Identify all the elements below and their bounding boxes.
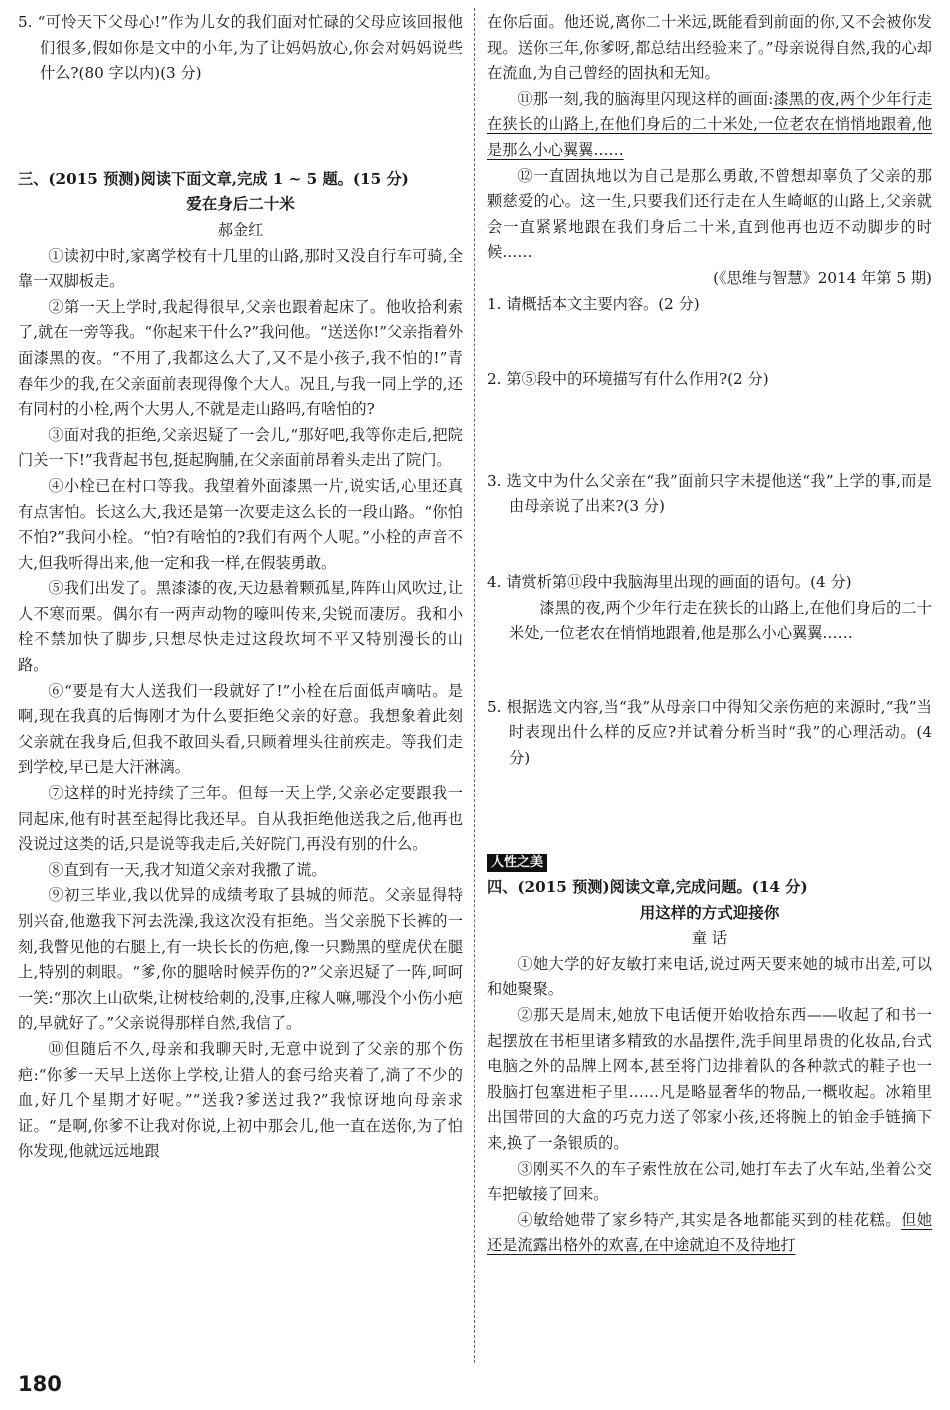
article-2-title: 用这样的方式迎接你 <box>639 903 780 922</box>
article-2-paragraph-2: ②那天是周末,她放下电话便开始收拾东西——收起了和书一起摆放在书柜里诸多精致的水晶摆件,洗手间里昂贵的化妆品,台式电脑之外的品牌上网本,甚至将门边排着队的各种款式的鞋子也一股脑打包塞进柜子里……凡是略显奢华的物品,一概收起。冰箱里出国带回的大盒的巧克力送了邻家小孩,还将腕上的铂金手链摘下来,换了一条银质的。 <box>487 1006 932 1152</box>
article-author: 郝金红 <box>217 220 264 239</box>
paragraph-1: ①读初中时,家离学校有十几里的山路,那时又没自行车可骑,全靠一双脚板走。 <box>18 246 463 291</box>
question-3: 3. 选文中为什么父亲在“我”面前只字未提他送“我”上学的事,而是由母亲说了出来?(3 分) <box>487 471 932 516</box>
paragraph-8: ⑧直到有一天,我才知道父亲对我撒了谎。 <box>48 860 327 879</box>
paragraph-6: ⑥“要是有大人送我们一段就好了!”小栓在后面低声嘀咕。是啊,现在我真的后悔刚才为什么要拒绝父亲的好意。我想象着此刻父亲就在我身后,但我不敢回头看,只顾着埋头往前疾走。等我们走到学校,早已是大汗淋漓。 <box>18 681 463 777</box>
article-2-paragraph-3: ③刚买不久的车子索性放在公司,她打车去了火车站,坐着公交车把敏接了回来。 <box>487 1159 932 1204</box>
question-4-quote: 漆黑的夜,两个少年行走在狭长的山路上,在他们身后的二十米处,一位老农在悄悄地跟着,他是那么小心翼翼…… <box>509 598 932 643</box>
paragraph-12: ⑫一直固执地以为自己是那么勇敢,不曾想却辜负了父亲的那颗慈爱的心。这一生,只要我们还行走在人生崎岖的山路上,父亲就会一直紧紧地跟在我们身后二十米,直到他再也迈不动脚步的时候…… <box>487 166 932 262</box>
paragraph-9: ⑨初三毕业,我以优异的成绩考取了县城的师范。父亲显得特别兴奋,他邀我下河去洗澡,我这次没有拒绝。当父亲脱下长裤的一刻,我瞥见他的右腿上,有一块长长的伤疤,像一只黝黑的壁虎伏在腿上,特别的刺眼。“爹,你的腿啥时候弄伤的?”父亲迟疑了一阵,呵呵一笑:“那次上山砍柴,让树枝给刺的,没事,庄稼人嘛,哪没个小伤小疤的,早就好了。”父亲说得那样自然,我信了。 <box>18 886 463 1033</box>
paragraph-11-underlined: 漆黑的夜,两个少年行走在狭长的山路上,在他们身后的二十米处,一位老农在悄悄地跟着,他是那么小心翼翼…… <box>487 89 932 159</box>
question-1: 1. 请概括本文主要内容。(2 分) <box>487 294 700 313</box>
theme-tag: 人性之美 <box>487 854 547 872</box>
right-column <box>487 10 932 1259</box>
left-column <box>18 10 463 1165</box>
paragraph-10: ⑩但随后不久,母亲和我聊天时,无意中说到了父亲的那个伤疤:“你爹一天早上送你上学校,让猎人的套弓给夹着了,淌了不少的血,好几个星期才好呢。”“送我?爹送过我?”我惊讶地向母亲求证。“是啊,你爹不让我对你说,上初中那会儿,他一直在送你,为了怕你发现,他就远远地跟 <box>18 1039 463 1161</box>
question-5-prev: 5. “可怜天下父母心!”作为儿女的我们面对忙碌的父母应该回报他们很多,假如你是文中的小年,为了让妈妈放心,你会对妈妈说些什么?(80 字以内)(3 分) <box>18 13 463 83</box>
paragraph-7: ⑦这样的时光持续了三年。但每一天上学,父亲必定要跟我一同起床,他有时甚至起得比我还早。自从我拒绝他送我之后,他再也没说过这类的话,只是说等我走后,关好院门,再没有别的什么。 <box>18 784 463 854</box>
paragraph-2: ②第一天上学时,我起得很早,父亲也跟着起床了。他收拾利索了,就在一旁等我。“你起来干什么?”我问他。“送送你!”父亲指着外面漆黑的夜。“不用了,我都这么大了,又不是小孩子,我不怕的!”青春年少的我,在父亲面前表现得像个大人。况且,与我一同上学的,还有同村的小栓,两个大男人,不就是走山路吗,有啥怕的? <box>18 297 464 419</box>
column-divider <box>474 8 475 1363</box>
paragraph-4: ④小栓已在村口等我。我望着外面漆黑一片,说实话,心里还真有点害怕。长这么大,我还是第一次要走这么长的一段山路。“你怕不怕?”我问小栓。“怕?有啥怕的?我们有两个人呢。”小栓的声音不大,但我听得出来,他一定和我一样,在假装勇敢。 <box>18 476 463 572</box>
article-2-paragraph-4-text: ④敏给她带了家乡特产,其实是各地都能买到的桂花糕。 <box>517 1210 902 1229</box>
theme-tag-row <box>487 849 932 875</box>
section-4-heading: 四、(2015 预测)阅读文章,完成问题。(14 分) <box>487 878 808 897</box>
paragraph-10-continued: 在你后面。他还说,离你二十米远,既能看到前面的你,又不会被你发现。送你三年,你爹呀,都总结出经验来了。”母亲说得自然,我的心却在流血,为自己曾经的固执和无知。 <box>487 13 932 83</box>
article-title: 爱在身后二十米 <box>186 195 295 214</box>
article-2-paragraph-4-underlined: 但她还是流露出格外的欢喜,在中途就迫不及待地打 <box>487 1210 933 1255</box>
article-source: (《思维与智慧》2014 年第 5 期) <box>713 268 932 287</box>
paragraph-11-text: ⑪那一刻,我的脑海里闪现这样的画面: <box>517 89 774 108</box>
article-2-paragraph-1: ①她大学的好友敏打来电话,说过两天要来她的城市出差,可以和她聚聚。 <box>487 954 932 999</box>
question-4: 4. 请赏析第⑪段中我脑海里出现的画面的语句。(4 分) <box>487 572 852 591</box>
page-number: 180 <box>18 1372 62 1396</box>
section-3-heading: 三、(2015 预测)阅读下面文章,完成 1 ~ 5 题。(15 分) <box>18 169 409 188</box>
paragraph-5: ⑤我们出发了。黑漆漆的夜,天边悬着颗孤星,阵阵山风吹过,让人不寒而栗。偶尔有一两声动物的嚎叫传来,尖锐而凄厉。我和小栓不禁加快了脚步,只想尽快走过这段坎坷不平又特别漫长的山路。 <box>18 579 463 675</box>
article-2-paragraph-4 <box>487 1208 932 1259</box>
paragraph-11 <box>487 87 932 164</box>
question-2: 2. 第⑤段中的环境描写有什么作用?(2 分) <box>487 370 769 389</box>
article-2-author: 童 话 <box>691 929 728 948</box>
question-5: 5. 根据选文内容,当“我”从母亲口中得知父亲伤疤的来源时,“我”当时表现出什么样的反应?并试着分析当时“我”的心理活动。(4 分) <box>487 697 932 767</box>
paragraph-3: ③面对我的拒绝,父亲迟疑了一会儿,“那好吧,我等你走后,把院门关一下!”我背起书包,挺起胸脯,在父亲面前昂着头走出了院门。 <box>18 425 463 470</box>
